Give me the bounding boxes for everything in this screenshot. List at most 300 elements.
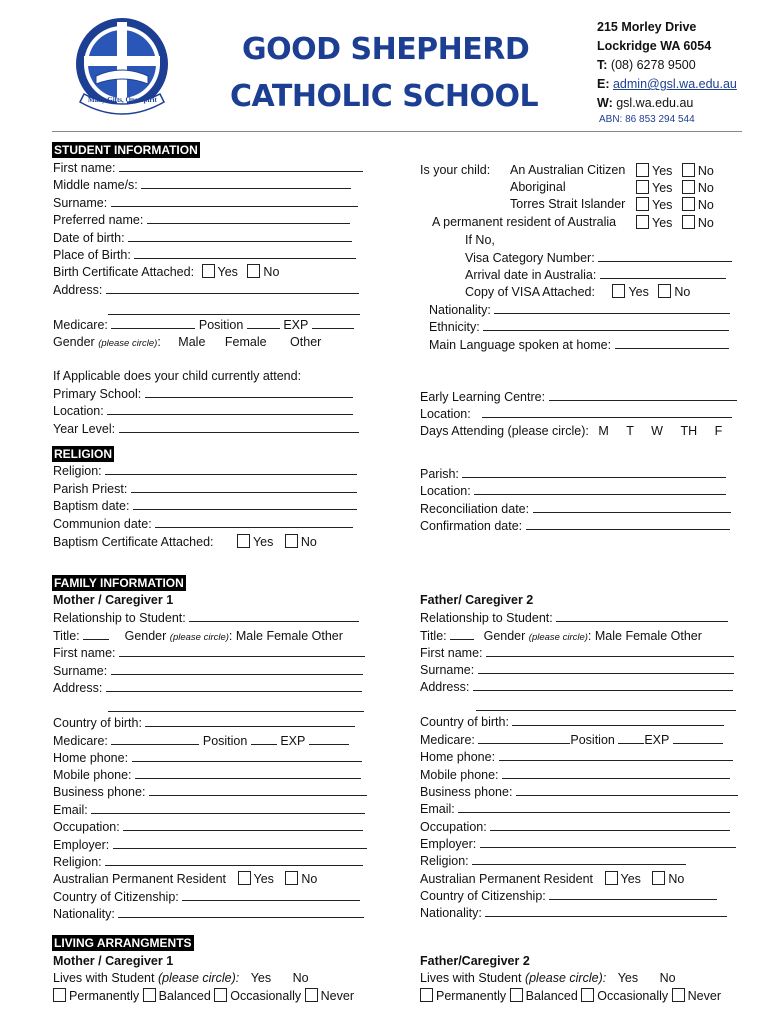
relationship-label: Relationship to Student: bbox=[53, 611, 186, 625]
parish-field[interactable] bbox=[462, 466, 726, 478]
primary-school-row bbox=[53, 386, 353, 402]
never-label: Never bbox=[687, 989, 721, 1003]
m-relationship-row bbox=[53, 610, 359, 626]
visa-copy-row bbox=[465, 284, 690, 300]
medicare-label: Medicare: bbox=[420, 733, 475, 747]
gender-male[interactable]: Male bbox=[178, 335, 206, 349]
gender-row bbox=[53, 335, 321, 351]
torres-no-checkbox[interactable] bbox=[682, 197, 695, 211]
language-row bbox=[429, 337, 729, 353]
m-first-name-row bbox=[53, 645, 365, 661]
birth-cert-label: Birth Certificate Attached: bbox=[53, 265, 195, 279]
relationship-label: Relationship to Student: bbox=[420, 611, 553, 625]
nationality-field[interactable] bbox=[494, 302, 730, 314]
baptism-label: Baptism date: bbox=[53, 499, 130, 513]
web-line bbox=[597, 94, 693, 113]
m-lives-yes[interactable]: Yes bbox=[250, 971, 272, 985]
visa-copy-yes-checkbox[interactable] bbox=[612, 284, 625, 298]
no-label: No bbox=[300, 535, 317, 549]
f-balanced-checkbox[interactable] bbox=[510, 988, 523, 1002]
f-occasionally-checkbox[interactable] bbox=[581, 988, 594, 1002]
first-name-label: First name: bbox=[420, 646, 483, 660]
primary-school-label: Primary School: bbox=[53, 387, 142, 401]
m-employer-field[interactable] bbox=[113, 837, 367, 849]
phone-line bbox=[597, 56, 696, 75]
colon: : bbox=[587, 629, 592, 643]
medicare-label: Medicare: bbox=[53, 318, 108, 332]
dob-field[interactable] bbox=[128, 230, 352, 242]
gender-female[interactable]: Female bbox=[224, 335, 267, 349]
day-t[interactable]: T bbox=[626, 424, 634, 438]
aboriginal-yes-checkbox[interactable] bbox=[636, 180, 649, 194]
abn: ABN: 86 853 294 544 bbox=[599, 114, 695, 125]
employer-label: Employer: bbox=[53, 838, 110, 852]
yes-label: Yes bbox=[628, 285, 649, 299]
gender-label: Gender bbox=[124, 629, 167, 643]
f-never-checkbox[interactable] bbox=[672, 988, 685, 1002]
yes-label: Yes bbox=[652, 181, 673, 195]
bap-cert-label: Baptism Certificate Attached: bbox=[53, 535, 214, 549]
m-surname-row bbox=[53, 663, 363, 679]
m-country-birth-row bbox=[53, 715, 355, 731]
mobile-label: Mobile phone: bbox=[420, 768, 499, 782]
day-th[interactable]: TH bbox=[680, 424, 698, 438]
aus-citizen-yes-checkbox[interactable] bbox=[636, 163, 649, 177]
reconciliation-row bbox=[420, 501, 731, 517]
language-field[interactable] bbox=[615, 337, 729, 349]
f-gender-female[interactable]: Female bbox=[625, 629, 668, 643]
nationality-label: Nationality: bbox=[53, 907, 115, 921]
f-relationship-row bbox=[420, 610, 728, 626]
f-first-name-field[interactable] bbox=[486, 645, 734, 657]
m-apr-no-checkbox[interactable] bbox=[285, 871, 298, 885]
m-never-checkbox[interactable] bbox=[305, 988, 318, 1002]
f-permanently-checkbox[interactable] bbox=[420, 988, 433, 1002]
exp-label: EXP bbox=[280, 734, 306, 748]
religion-label: Religion: bbox=[53, 464, 102, 478]
school-location-label: Location: bbox=[53, 404, 104, 418]
confirmation-label: Confirmation date: bbox=[420, 519, 523, 533]
torres-label: Torres Strait Islander bbox=[510, 197, 626, 211]
nationality-row bbox=[429, 302, 730, 318]
m-address-field-2[interactable] bbox=[108, 700, 364, 712]
yes-label: Yes bbox=[652, 164, 673, 178]
m-country-birth-field[interactable] bbox=[145, 715, 355, 727]
f-religion-row bbox=[420, 853, 686, 869]
medicare-row bbox=[53, 317, 354, 333]
elc-field[interactable] bbox=[549, 389, 737, 401]
email-label: Email: bbox=[420, 802, 455, 816]
pob-field[interactable] bbox=[134, 247, 356, 259]
f-nationality-field[interactable] bbox=[485, 905, 727, 917]
visa-copy-label: Copy of VISA Attached: bbox=[465, 285, 595, 299]
m-email-row bbox=[53, 802, 365, 818]
preferred-name-field[interactable] bbox=[147, 212, 350, 224]
address-label: Address: bbox=[53, 283, 103, 297]
birth-cert-yes-checkbox[interactable] bbox=[202, 264, 215, 278]
elc-row bbox=[420, 389, 737, 405]
home-phone-label: Home phone: bbox=[420, 750, 496, 764]
m-mobile-row bbox=[53, 767, 361, 783]
f-frequency-row bbox=[420, 988, 721, 1004]
m-business-row bbox=[53, 784, 367, 800]
day-f[interactable]: F bbox=[714, 424, 723, 438]
arrival-row bbox=[465, 267, 726, 283]
email-label: Email: bbox=[53, 803, 88, 817]
parish-row bbox=[420, 466, 726, 482]
if-applicable-label: If Applicable does your child currently attend: bbox=[53, 369, 302, 383]
f-address-field[interactable] bbox=[473, 679, 733, 691]
m-home-phone-field[interactable] bbox=[132, 750, 362, 762]
visa-cat-field[interactable] bbox=[598, 250, 732, 262]
colon: : bbox=[228, 629, 233, 643]
balanced-label: Balanced bbox=[525, 989, 578, 1003]
f-apr-yes-checkbox[interactable] bbox=[605, 871, 618, 885]
phone-label: T: bbox=[597, 58, 608, 72]
m-address-row bbox=[53, 680, 362, 696]
m-balanced-checkbox[interactable] bbox=[143, 988, 156, 1002]
year-level-field[interactable] bbox=[119, 421, 359, 433]
ethnicity-row bbox=[429, 319, 729, 335]
school-location-row bbox=[53, 403, 353, 419]
yes-label: Yes bbox=[652, 198, 673, 212]
citizenship-label: Country of Citizenship: bbox=[53, 890, 179, 904]
f-address-row bbox=[420, 679, 733, 695]
reconciliation-field[interactable] bbox=[533, 501, 731, 513]
email-link[interactable]: admin@gsl.wa.edu.au bbox=[612, 77, 737, 91]
first-name-label: First name: bbox=[53, 646, 116, 660]
first-name-label: First name: bbox=[53, 161, 116, 175]
day-w[interactable]: W bbox=[651, 424, 663, 438]
elc-location-field[interactable] bbox=[482, 406, 732, 418]
gender-label: Gender bbox=[483, 629, 526, 643]
religion-heading: RELIGION bbox=[54, 447, 113, 461]
bap-cert-yes-checkbox[interactable] bbox=[237, 534, 250, 548]
web-value: gsl.wa.edu.au bbox=[616, 96, 694, 110]
perm-resident-label: A permanent resident of Australia bbox=[432, 215, 617, 229]
surname-label: Surname: bbox=[420, 663, 475, 677]
arrival-field[interactable] bbox=[600, 267, 726, 279]
visa-copy-no-checkbox[interactable] bbox=[658, 284, 671, 298]
aus-citizen-no-checkbox[interactable] bbox=[682, 163, 695, 177]
f-apr-row bbox=[420, 871, 684, 887]
father-heading: Father/ Caregiver 2 bbox=[420, 593, 534, 607]
confirmation-row bbox=[420, 518, 730, 534]
dob-row bbox=[53, 230, 352, 246]
dob-label: Date of birth: bbox=[53, 231, 125, 245]
m-mobile-field[interactable] bbox=[135, 767, 361, 779]
lives-with-label: Lives with Student bbox=[53, 971, 155, 985]
reconciliation-label: Reconciliation date: bbox=[420, 502, 530, 516]
aus-citizen-options bbox=[636, 163, 714, 179]
f-medicare-field[interactable] bbox=[478, 732, 570, 744]
address-field[interactable] bbox=[106, 282, 359, 294]
please-circle-hint: (please circle): bbox=[157, 971, 240, 985]
torres-options bbox=[636, 197, 714, 213]
ethnicity-field[interactable] bbox=[483, 319, 729, 331]
business-label: Business phone: bbox=[420, 785, 513, 799]
pob-row bbox=[53, 247, 356, 263]
m-permanently-checkbox[interactable] bbox=[53, 988, 66, 1002]
email-line bbox=[597, 75, 737, 94]
aboriginal-label: Aboriginal bbox=[510, 180, 566, 194]
f-religion-field[interactable] bbox=[472, 853, 686, 865]
exp-field[interactable] bbox=[312, 317, 354, 329]
f-lives-no[interactable]: No bbox=[659, 971, 676, 985]
f-lives-yes[interactable]: Yes bbox=[617, 971, 639, 985]
position-field[interactable] bbox=[247, 317, 280, 329]
f-surname-field[interactable] bbox=[478, 662, 734, 674]
m-relationship-field[interactable] bbox=[189, 610, 359, 622]
f-gender-other[interactable]: Other bbox=[670, 629, 702, 643]
f-position-field[interactable] bbox=[618, 732, 644, 744]
title-label: Title: bbox=[420, 629, 447, 643]
m-lives-with-row bbox=[53, 971, 309, 986]
yes-label: Yes bbox=[253, 872, 274, 886]
m-gender-other[interactable]: Other bbox=[311, 629, 343, 643]
f-surname-row bbox=[420, 662, 734, 678]
occasionally-label: Occasionally bbox=[597, 989, 669, 1003]
m-business-field[interactable] bbox=[149, 784, 367, 796]
nationality-label: Nationality: bbox=[420, 906, 482, 920]
nationality-label: Nationality: bbox=[429, 303, 491, 317]
baptism-field[interactable] bbox=[133, 498, 357, 510]
days-row bbox=[420, 424, 722, 439]
perm-resident-options bbox=[636, 215, 714, 231]
m-religion-field[interactable] bbox=[105, 854, 363, 866]
surname-row bbox=[53, 195, 358, 211]
f-home-phone-field[interactable] bbox=[499, 749, 733, 761]
phone-value: (08) 6278 9500 bbox=[610, 58, 696, 72]
balanced-label: Balanced bbox=[158, 989, 211, 1003]
birth-cert-row bbox=[53, 264, 279, 280]
m-home-phone-row bbox=[53, 750, 362, 766]
perm-resident-no-checkbox[interactable] bbox=[682, 215, 695, 229]
home-phone-label: Home phone: bbox=[53, 751, 129, 765]
if-no-label: If No, bbox=[465, 233, 495, 247]
exp-label: EXP bbox=[283, 318, 309, 332]
school-name-line1: GOOD SHEPHERD bbox=[242, 32, 530, 67]
please-circle-hint: (please circle) bbox=[169, 632, 229, 643]
address-line1: 215 Morley Drive bbox=[597, 20, 697, 34]
primary-school-field[interactable] bbox=[145, 386, 353, 398]
m-medicare-row bbox=[53, 733, 349, 749]
religion-label: Religion: bbox=[420, 854, 469, 868]
m-nationality-row bbox=[53, 906, 364, 922]
gender-other[interactable]: Other bbox=[290, 335, 322, 349]
header-divider bbox=[52, 131, 742, 132]
living-heading: LIVING ARRANGMENTS bbox=[54, 936, 192, 950]
no-label: No bbox=[674, 285, 691, 299]
f-email-field[interactable] bbox=[458, 801, 730, 813]
arrival-label: Arrival date in Australia: bbox=[465, 268, 597, 282]
m-email-field[interactable] bbox=[91, 802, 365, 814]
family-info-heading: FAMILY INFORMATION bbox=[54, 576, 184, 590]
title-label: Title: bbox=[53, 629, 80, 643]
m-citizenship-row bbox=[53, 889, 360, 905]
m-first-name-field[interactable] bbox=[119, 645, 365, 657]
school-motto: Many Gifts, One Spirit bbox=[88, 96, 157, 104]
day-m[interactable]: M bbox=[598, 424, 609, 438]
m-address-field[interactable] bbox=[106, 680, 362, 692]
country-birth-label: Country of birth: bbox=[53, 716, 142, 730]
aboriginal-options bbox=[636, 180, 714, 196]
f-mobile-field[interactable] bbox=[502, 767, 730, 779]
middle-name-label: Middle name/s: bbox=[53, 178, 138, 192]
is-your-child-label: Is your child: bbox=[420, 163, 491, 177]
parish-location-row bbox=[420, 483, 726, 499]
m-exp-field[interactable] bbox=[309, 733, 349, 745]
school-logo bbox=[66, 14, 178, 126]
m-position-field[interactable] bbox=[251, 733, 277, 745]
citizenship-label: Country of Citizenship: bbox=[420, 889, 546, 903]
m-frequency-row bbox=[53, 988, 354, 1004]
communion-field[interactable] bbox=[155, 516, 353, 528]
m-apr-yes-checkbox[interactable] bbox=[238, 871, 251, 885]
gender-label: Gender bbox=[53, 335, 95, 349]
exp-label: EXP bbox=[644, 733, 670, 747]
m-gender-male[interactable]: Male bbox=[235, 629, 263, 643]
living-mother-heading: Mother / Caregiver 1 bbox=[53, 954, 174, 968]
f-nationality-row bbox=[420, 905, 727, 921]
m-nationality-field[interactable] bbox=[118, 906, 364, 918]
mother-heading: Mother / Caregiver 1 bbox=[53, 593, 174, 607]
yes-label: Yes bbox=[652, 216, 673, 230]
visa-cat-label: Visa Category Number: bbox=[465, 251, 595, 265]
f-business-row bbox=[420, 784, 738, 800]
confirmation-field[interactable] bbox=[526, 518, 730, 530]
no-label: No bbox=[668, 872, 685, 886]
preferred-name-row bbox=[53, 212, 350, 228]
no-label: No bbox=[263, 265, 280, 279]
lives-with-label: Lives with Student bbox=[420, 971, 522, 985]
birth-cert-no-checkbox[interactable] bbox=[247, 264, 260, 278]
f-relationship-field[interactable] bbox=[556, 610, 728, 622]
f-exp-field[interactable] bbox=[673, 732, 723, 744]
m-medicare-field[interactable] bbox=[111, 733, 199, 745]
m-religion-row bbox=[53, 854, 363, 870]
school-location-field[interactable] bbox=[107, 403, 353, 415]
please-circle-hint: (please circle) bbox=[98, 338, 158, 349]
address-field-2[interactable] bbox=[108, 303, 360, 315]
f-lives-with-row bbox=[420, 971, 676, 986]
priest-row bbox=[53, 481, 357, 497]
business-label: Business phone: bbox=[53, 785, 146, 799]
m-occasionally-checkbox[interactable] bbox=[214, 988, 227, 1002]
m-lives-no[interactable]: No bbox=[292, 971, 309, 985]
first-name-field[interactable] bbox=[119, 160, 363, 172]
f-address-field-2[interactable] bbox=[476, 699, 736, 711]
priest-field[interactable] bbox=[131, 481, 357, 493]
surname-label: Surname: bbox=[53, 664, 108, 678]
f-country-birth-field[interactable] bbox=[512, 714, 724, 726]
bap-cert-no-checkbox[interactable] bbox=[285, 534, 298, 548]
parish-location-label: Location: bbox=[420, 484, 471, 498]
parish-label: Parish: bbox=[420, 467, 459, 481]
living-father-heading: Father/Caregiver 2 bbox=[420, 954, 530, 968]
m-gender-female[interactable]: Female bbox=[266, 629, 309, 643]
f-business-field[interactable] bbox=[516, 784, 738, 796]
medicare-label: Medicare: bbox=[53, 734, 108, 748]
surname-label: Surname: bbox=[53, 196, 108, 210]
apr-label: Australian Permanent Resident bbox=[53, 872, 227, 886]
visa-cat-row bbox=[465, 250, 732, 266]
yes-label: Yes bbox=[217, 265, 238, 279]
religion-field[interactable] bbox=[105, 463, 357, 475]
f-title-field[interactable] bbox=[450, 628, 474, 640]
ethnicity-label: Ethnicity: bbox=[429, 320, 480, 334]
m-occupation-row bbox=[53, 819, 363, 835]
elc-label: Early Learning Centre: bbox=[420, 390, 546, 404]
f-occupation-row bbox=[420, 819, 730, 835]
country-birth-label: Country of birth: bbox=[420, 715, 509, 729]
middle-name-row bbox=[53, 177, 351, 193]
f-occupation-field[interactable] bbox=[490, 819, 730, 831]
middle-name-field[interactable] bbox=[141, 177, 351, 189]
f-title-row bbox=[420, 628, 702, 645]
position-label: Position bbox=[202, 734, 248, 748]
f-gender-male[interactable]: Male bbox=[594, 629, 622, 643]
permanently-label: Permanently bbox=[69, 989, 140, 1003]
school-name-line2: CATHOLIC SCHOOL bbox=[230, 79, 539, 114]
f-apr-no-checkbox[interactable] bbox=[652, 871, 665, 885]
parish-location-field[interactable] bbox=[474, 483, 726, 495]
f-home-phone-row bbox=[420, 749, 733, 765]
f-medicare-row bbox=[420, 732, 723, 748]
m-title-row bbox=[53, 628, 343, 645]
f-employer-row bbox=[420, 836, 736, 852]
permanently-label: Permanently bbox=[436, 989, 507, 1003]
apr-label: Australian Permanent Resident bbox=[420, 872, 594, 886]
position-label: Position bbox=[198, 318, 244, 332]
elc-location-row bbox=[420, 406, 732, 422]
address-label: Address: bbox=[53, 681, 103, 695]
bap-cert-row bbox=[53, 534, 317, 550]
m-citizenship-field[interactable] bbox=[182, 889, 360, 901]
aus-citizen-label: An Australian Citizen bbox=[510, 163, 626, 177]
m-employer-row bbox=[53, 837, 367, 853]
m-surname-field[interactable] bbox=[111, 663, 363, 675]
preferred-name-label: Preferred name: bbox=[53, 213, 144, 227]
communion-row bbox=[53, 516, 353, 532]
year-level-row bbox=[53, 421, 359, 437]
no-label: No bbox=[697, 164, 714, 178]
please-circle-hint: (please circle) bbox=[528, 632, 588, 643]
surname-field[interactable] bbox=[111, 195, 358, 207]
f-first-name-row bbox=[420, 645, 734, 661]
aboriginal-no-checkbox[interactable] bbox=[682, 180, 695, 194]
address-line2: Lockridge WA 6054 bbox=[597, 39, 712, 53]
occupation-label: Occupation: bbox=[420, 820, 487, 834]
perm-resident-yes-checkbox[interactable] bbox=[636, 215, 649, 229]
first-name-row bbox=[53, 160, 363, 176]
f-employer-field[interactable] bbox=[480, 836, 736, 848]
occupation-label: Occupation: bbox=[53, 820, 120, 834]
m-title-field[interactable] bbox=[83, 628, 109, 640]
medicare-field[interactable] bbox=[111, 317, 195, 329]
torres-yes-checkbox[interactable] bbox=[636, 197, 649, 211]
please-circle-hint: (please circle): bbox=[524, 971, 607, 985]
baptism-row bbox=[53, 498, 357, 514]
student-info-heading: STUDENT INFORMATION bbox=[54, 143, 198, 157]
f-country-birth-row bbox=[420, 714, 724, 730]
language-label: Main Language spoken at home: bbox=[429, 338, 612, 352]
religion-row bbox=[53, 463, 357, 479]
no-label: No bbox=[697, 181, 714, 195]
address-row bbox=[53, 282, 359, 298]
f-citizenship-field[interactable] bbox=[549, 888, 717, 900]
m-occupation-field[interactable] bbox=[123, 819, 363, 831]
